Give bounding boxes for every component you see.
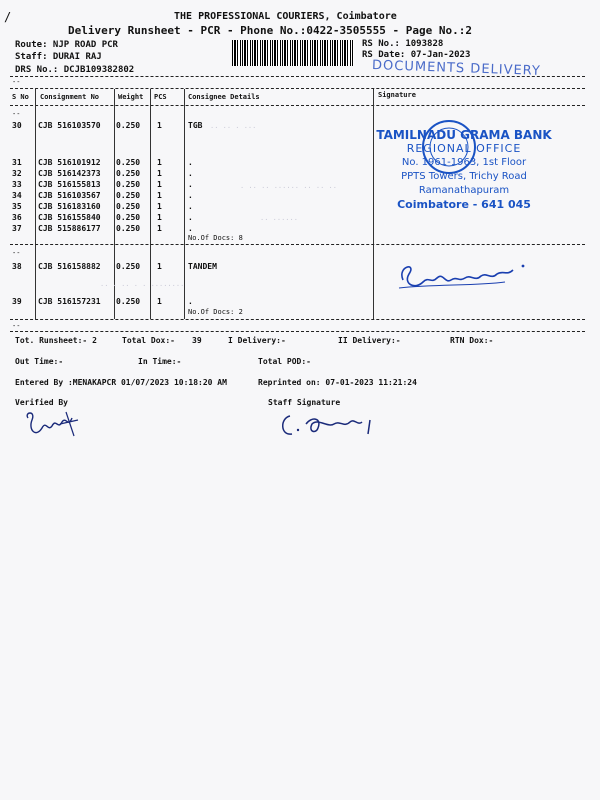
signature-icon [395,258,535,298]
row-pcs: 1 [157,213,162,222]
ghost-mark: ·· ······ [260,216,298,224]
tot-runsheet: Tot. Runsheet:- 2 [15,336,97,345]
corner-mark: / [4,10,12,24]
row-weight: 0.250 [116,158,141,167]
verified-by-label: Verified By [15,398,68,407]
row-sno: 31 [12,158,22,167]
row-sno: 33 [12,180,22,189]
row-consignment: CJB 516101912 [38,158,101,167]
row-pcs: 1 [157,297,162,306]
row-sno: 34 [12,191,22,200]
runsheet-title: Delivery Runsheet - PCR - Phone No.:0422-3505555 - Page No.:2 [68,24,472,37]
row-pcs: 1 [157,121,162,130]
row-sno: 35 [12,202,22,211]
table-top-divider [10,105,585,106]
row-sno: 30 [12,121,22,130]
row-consignee: TANDEM [188,262,217,271]
row-consignment: CJB 516142373 [38,169,101,178]
staff-label: Staff: DURAI RAJ [15,52,102,62]
rtn-dox: RTN Dox:- [450,336,494,345]
col-sno: S No [12,93,29,101]
row-pcs: 1 [157,191,162,200]
bank-address-2: PPTS Towers, Trichy Road [401,171,527,182]
documents-delivery-stamp: DOCUMENTS DELIVERY [371,58,542,79]
row-consignment: CJB 516155813 [38,180,101,189]
row-consignee: TGB [188,121,203,130]
row-consignment: CJB 516183160 [38,202,101,211]
col-pcs: PCS [154,93,167,101]
row-consignment: CJB 516103567 [38,191,101,200]
header-divider [10,76,585,77]
row-sno: 32 [12,169,22,178]
row-sno: 39 [12,297,22,306]
reprinted-on: Reprinted on: 07-01-2023 11:21:24 [258,378,417,387]
row-weight: 0.250 [116,191,141,200]
barcode [232,40,354,66]
total-dox-value: 39 [192,336,202,345]
row-pcs: 1 [157,262,162,271]
bank-city: Coimbatore - 641 045 [397,198,531,211]
ghost-mark: ·· · ·· · · ········ [100,282,185,290]
drs-number: DRS No.: DCJB109382802 [15,65,135,75]
row-consignee: . [188,297,193,306]
col-line [35,89,36,319]
dash-mark: -- [12,110,21,118]
bank-office: REGIONAL OFFICE [406,142,522,155]
row-consignment: CJB 516158882 [38,262,101,271]
total-pod: Total POD:- [258,357,311,366]
row-consignee: . [188,202,193,211]
row-consignment: CJB 515886177 [38,224,101,233]
row-consignee: . [188,180,193,189]
row-weight: 0.250 [116,180,141,189]
route-label: Route: NJP ROAD PCR [15,40,118,50]
row-sno: 36 [12,213,22,222]
row-consignee: . [188,224,193,233]
row-pcs: 1 [157,169,162,178]
row-weight: 0.250 [116,213,141,222]
row-weight: 0.250 [116,169,141,178]
group-divider [10,244,585,245]
row-consignment: CJB 516103570 [38,121,101,130]
bank-address-1: No. 1961-1963, 1st Floor [401,157,527,168]
col-consignee: Consignee Details [188,93,260,101]
row-consignment: CJB 516157231 [38,297,101,306]
row-consignee: . [188,158,193,167]
row-weight: 0.250 [116,297,141,306]
verifier-signature-icon [22,408,82,442]
col-consignment: Consignment No [40,93,100,101]
col-weight: Weight [118,93,144,101]
totals-divider [10,331,585,332]
rs-date: RS Date: 07-Jan-2023 [362,50,471,60]
table-bottom-divider [10,319,585,320]
out-time: Out Time:- [15,357,64,366]
bank-name: TAMILNADU GRAMA BANK [376,128,552,142]
row-consignment: CJB 516155840 [38,213,101,222]
row-consignee: . [188,169,193,178]
docs-count: No.Of Docs: 2 [188,308,243,316]
docs-count: No.Of Docs: 8 [188,234,243,242]
bank-address-3: Ramanathapuram [418,185,510,196]
ghost-mark: ·· ·· · ··· [210,124,257,132]
in-time: In Time:- [138,357,182,366]
company-title: THE PROFESSIONAL COURIERS, Coimbatore [174,11,397,22]
row-consignee: . [188,213,193,222]
row-weight: 0.250 [116,202,141,211]
row-sno: 37 [12,224,22,233]
col-signature: Signature [378,91,416,99]
row-pcs: 1 [157,158,162,167]
bank-stamp [368,128,560,218]
entered-by: Entered By :MENAKAPCR 01/07/2023 10:18:20 AM [15,378,227,387]
dash-mark: -- [12,249,21,257]
total-dox-label: Total Dox:- [122,336,175,345]
row-sno: 38 [12,262,22,271]
dash-mark: -- [12,78,21,86]
staff-signature-label: Staff Signature [268,398,341,407]
row-pcs: 1 [157,224,162,233]
row-weight: 0.250 [116,224,141,233]
dash-mark: -- [12,322,21,330]
row-weight: 0.250 [116,121,141,130]
staff-signature-icon [278,410,378,440]
ghost-mark: · ·· ·· ······ ·· ·· ·· [240,184,337,192]
rs-number: RS No.: 1093828 [362,39,444,49]
row-consignee: . [188,191,193,200]
row-pcs: 1 [157,180,162,189]
column-header-divider [10,88,585,89]
row-weight: 0.250 [116,262,141,271]
ii-delivery: II Delivery:- [338,336,401,345]
i-delivery: I Delivery:- [228,336,286,345]
row-pcs: 1 [157,202,162,211]
